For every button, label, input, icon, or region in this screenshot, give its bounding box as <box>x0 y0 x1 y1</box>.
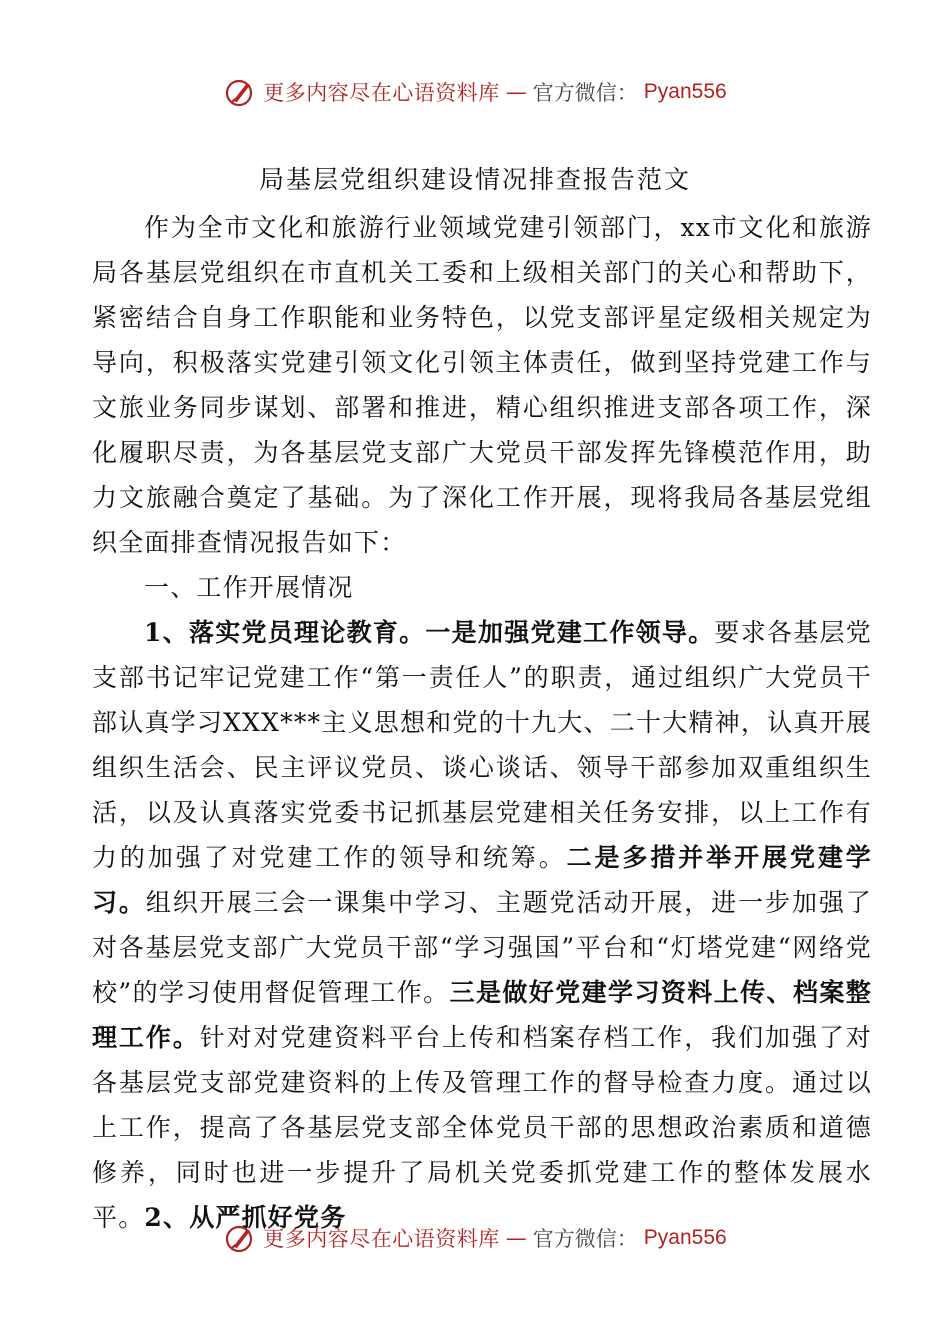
watermark-text: 更多内容尽在心语资料库 <box>263 1227 500 1251</box>
watermark-separator: — <box>505 80 527 104</box>
quill-logo-icon <box>223 75 257 109</box>
document-title: 局基层党组织建设情况排查报告范文 <box>258 165 691 194</box>
item2-title: 2、从严抓好党务 <box>144 1203 347 1232</box>
watermark-wechat-id: Pyan556 <box>643 1226 727 1249</box>
section1-paragraph <box>92 610 872 1240</box>
watermark-text: 更多内容尽在心语资料库 <box>263 81 500 105</box>
item1-title: 1、落实党员理论教育。 <box>144 618 426 647</box>
watermark-separator: — <box>505 1226 527 1250</box>
watermark-wechat-label: 官方微信： <box>532 81 638 105</box>
quill-logo-icon <box>223 1221 257 1255</box>
point2-text: 组织开展三会一课集中学习、主题党活动开展，进一步加强了对各基层党支部广大党员干部“学习强国”平台和“灯塔党建“网络党校”的学习使用督促管理工作。 <box>92 888 872 1007</box>
watermark-banner-bottom <box>0 1218 950 1258</box>
intro-paragraph: 作为全市文化和旅游行业领域党建引领部门，xx市文化和旅游局各基层党组织在市直机关工委和上级相关部门的关心和帮助下，紧密结合自身工作职能和业务特色，以党支部评星定级相关规定为导向，积极落实党建引领文化引领主体责任，做到坚持党建工作与文旅业务同步谋划、部署和推进，精心组织推进支部各项工作，深化履职尽责，为各基层党支部广大党员干部发挥先锋模范作用，助力文旅融合奠定了基础。为了深化工作开展，现将我局各基层党组织全面排查情况报告如下： <box>92 213 872 557</box>
point3-title: 三是做好党建学习资料上传、档案整理工作。 <box>92 978 872 1052</box>
document-body <box>92 205 872 1240</box>
watermark-wechat-id: Pyan556 <box>643 80 727 103</box>
point2-title: 二是多措并举开展党建学习。 <box>92 843 873 917</box>
watermark-banner-top <box>0 72 950 112</box>
watermark-wechat-label: 官方微信： <box>532 1227 638 1251</box>
point3-text: 针对对党建资料平台上传和档案存档工作，我们加强了对各基层党支部党建资料的上传及管理工作的督导检查力度。通过以上工作，提高了各基层党支部全体党员干部的思想政治素质和道德修养，同时也进一步提升了局机关党委抓党建工作的整体发展水平。 <box>92 1023 872 1232</box>
point1-text: 要求各基层党支部书记牢记党建工作“第一责任人”的职责，通过组织广大党员干部认真学习XXX***主义思想和党的十九大、二十大精神，认真开展组织生活会、民主评议党员、谈心谈话、领导干部参加双重组织生活，以及认真落实党委书记抓基层党建相关任务安排，以上工作有力的加强了对党建工作的领导和统筹。 <box>92 618 872 872</box>
section-heading: 一、工作开展情况 <box>144 573 354 602</box>
point1-title: 一是加强党建工作领导。 <box>425 618 715 647</box>
